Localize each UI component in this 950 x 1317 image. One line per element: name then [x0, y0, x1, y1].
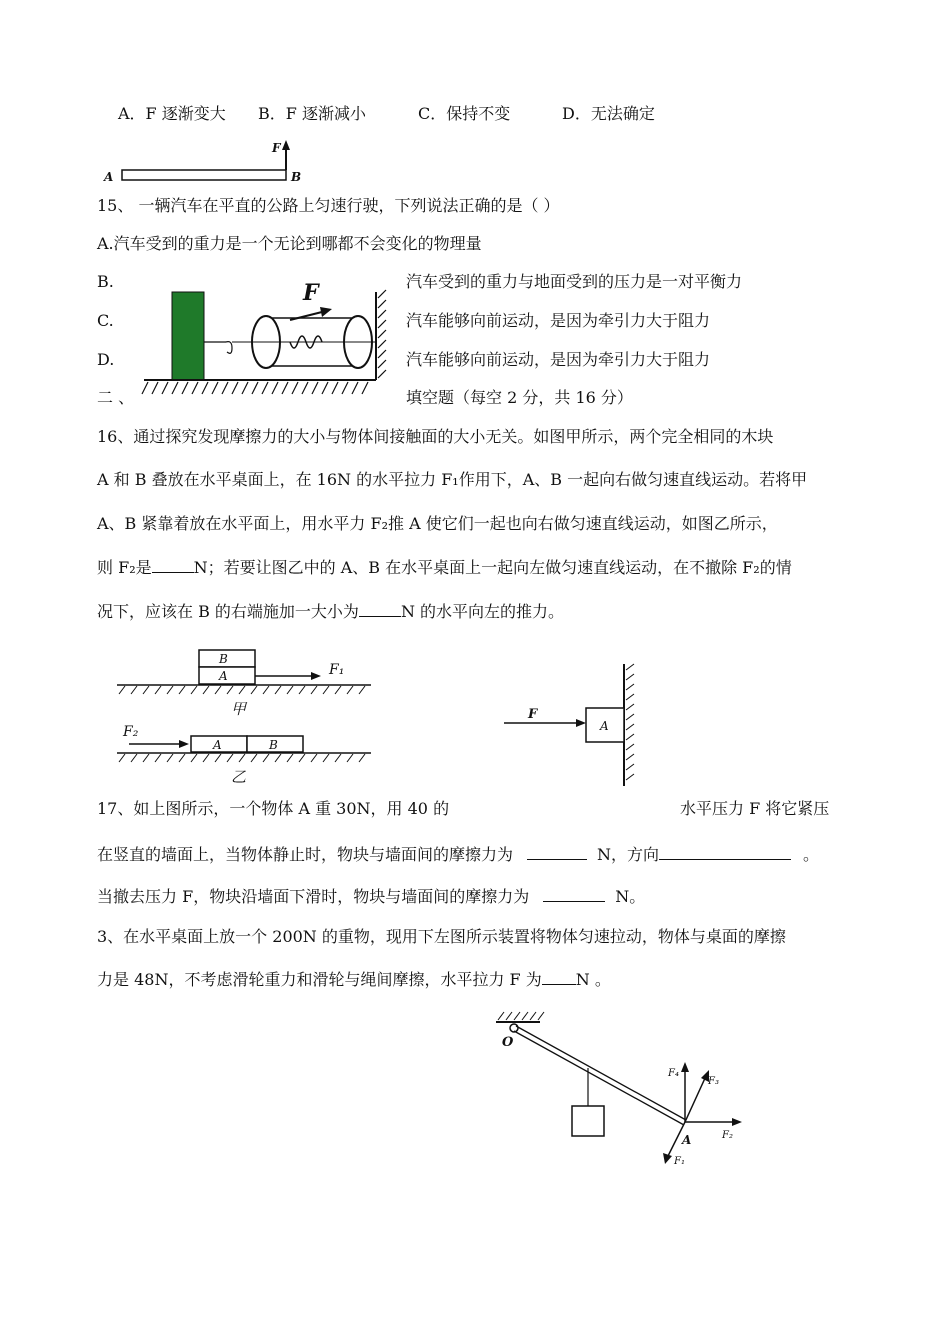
q17-blank-direction[interactable] [659, 845, 791, 860]
block-a-label: A [219, 669, 228, 683]
press-force-label: F [528, 707, 538, 722]
section2-title: 填空题（每空 2 分，共 16 分） [406, 388, 633, 407]
f4-arrowhead [681, 1062, 689, 1072]
q15-option-d-letter: D. [97, 350, 115, 369]
block-b-label: B [219, 652, 228, 666]
wall-hatch-q17 [626, 664, 634, 780]
block-b-yi-label: B [269, 738, 278, 752]
q16-line-1: 16、通过探究发现摩擦力的大小与物体间接触面的大小无关。如图甲所示，两个完全相同的木块 [97, 427, 774, 446]
label-a: A [104, 170, 114, 184]
q17-line-2-end: 。 [803, 845, 820, 864]
green-block [172, 292, 204, 380]
q16-line-5-start: 况下，应该在 B 的右端施加一大小为 [97, 602, 359, 621]
press-arrowhead [576, 719, 586, 727]
q16-line-2: A 和 B 叠放在水平桌面上，在 16N 的水平拉力 F₁作用下，A、B 一起向右做匀速直线运动。若将甲 [97, 470, 808, 489]
q16-line-4 [97, 558, 792, 578]
f3-arrow [685, 1076, 706, 1122]
q15-stem: 15、 一辆汽车在平直的公路上匀速行驶，下列说法正确的是（ ） [97, 196, 560, 215]
q15-option-b-text: 汽车受到的重力与地面受到的压力是一对平衡力 [406, 272, 743, 291]
lever-bar [122, 170, 286, 180]
f2-label: F₂ [123, 724, 139, 740]
hanging-weight [572, 1106, 604, 1136]
hook-left [226, 342, 232, 354]
caption-jia: 甲 [231, 700, 247, 718]
q16-figure-yi [115, 722, 375, 788]
pull-arrowhead [320, 307, 332, 317]
q15-option-c-letter: C. [97, 311, 114, 330]
block-a-q17-label: A [600, 719, 609, 733]
f2-arrowhead [179, 740, 189, 748]
q14-option-b: B．F 逐渐减小 [258, 104, 366, 123]
q3-line-2-start: 力是 48N，不考虑滑轮重力和滑轮与绳间摩擦，水平拉力 F 为 [97, 970, 542, 989]
q15-option-c-text: 汽车能够向前运动，是因为牵引力大于阻力 [406, 311, 711, 330]
q17-line-3-end: N。 [615, 887, 646, 906]
q15-option-b-letter: B. [97, 272, 114, 291]
q17-blank-friction[interactable] [527, 845, 587, 860]
label-f: F [272, 141, 281, 155]
q16-line-5-end: N 的水平向左的推力。 [400, 602, 565, 621]
q17-line-2-mid: N，方向 [597, 845, 660, 864]
q3-blank-force[interactable] [542, 970, 576, 985]
wall-hatch [378, 290, 386, 378]
q14-lever-figure [100, 138, 310, 186]
q14-option-a: A．F 逐渐变大 [118, 104, 226, 123]
caption-yi: 乙 [231, 768, 247, 786]
q16-blank-f2[interactable] [152, 558, 194, 573]
q16-line-5 [97, 602, 564, 622]
force-label: F [303, 280, 319, 306]
ground-hatch [142, 382, 368, 394]
q16-blank-push[interactable] [359, 602, 401, 617]
pull-arrow [290, 312, 322, 320]
ceiling-hatch [498, 1012, 544, 1020]
q17-blank-sliding[interactable] [543, 887, 605, 902]
block-a-yi-label: A [213, 738, 222, 752]
q16-line-3: A、B 紧靠着放在水平面上，用水平力 F₂推 A 使它们一起也向右做匀速直线运动，如图乙所示， [97, 514, 778, 533]
f1-arrowhead-q3 [663, 1153, 672, 1164]
q16-figure-jia [115, 648, 375, 720]
f1-label-q3: F₁ [674, 1156, 685, 1167]
f1-label: F₁ [329, 662, 345, 678]
q15-roller-figure [140, 270, 395, 410]
q17-wall-figure [490, 660, 650, 790]
q3-line-1: 3、在水平桌面上放一个 200N 的重物，现用下左图所示装置将物体匀速拉动，物体与桌面的摩擦 [97, 927, 786, 946]
q15-option-d-text: 汽车能够向前运动，是因为牵引力大于阻力 [406, 350, 711, 369]
pivot-o-label: O [502, 1035, 514, 1050]
f2-label-q3: F₂ [722, 1130, 733, 1141]
q16-line-4-end: N；若要让图乙中的 A、B 在水平桌面上一起向左做匀速直线运动，在不撤除 F₂的情 [193, 558, 792, 577]
label-b: B [291, 170, 302, 184]
f2-arrowhead-q3 [732, 1118, 742, 1126]
q3-lever-figure [492, 1008, 752, 1170]
q17-line-1-start: 17、如上图所示，一个物体 A 重 30N，用 40 的 [97, 799, 450, 818]
q17-line-3 [97, 887, 645, 907]
table-jia-hatch [119, 686, 365, 694]
q3-line-2-end: N 。 [575, 970, 611, 989]
f3-label: F₃ [708, 1076, 719, 1087]
table-yi-hatch [119, 754, 365, 762]
point-a-label: A [682, 1133, 692, 1147]
pivot-o [510, 1024, 518, 1032]
f4-label: F₄ [668, 1068, 679, 1079]
q17-line-2-start: 在竖直的墙面上，当物体静止时，物块与墙面间的摩擦力为 [97, 845, 514, 864]
q17-line-1-end: 水平压力 F 将它紧压 [680, 799, 830, 818]
force-arrowhead [282, 140, 290, 150]
q17-line-3-start: 当撤去压力 F，物块沿墙面下滑时，物块与墙面间的摩擦力为 [97, 887, 530, 906]
q14-option-c: C．保持不变 [418, 104, 511, 123]
f1-arrowhead [311, 672, 321, 680]
q17-line-2 [97, 845, 819, 865]
section2-prefix: 二 、 [97, 388, 135, 407]
q16-line-4-start: 则 F₂是 [97, 558, 152, 577]
q14-option-d: D．无法确定 [562, 104, 655, 123]
q15-option-a: A.汽车受到的重力是一个无论到哪都不会变化的物理量 [97, 234, 482, 253]
q3-line-2 [97, 970, 611, 990]
